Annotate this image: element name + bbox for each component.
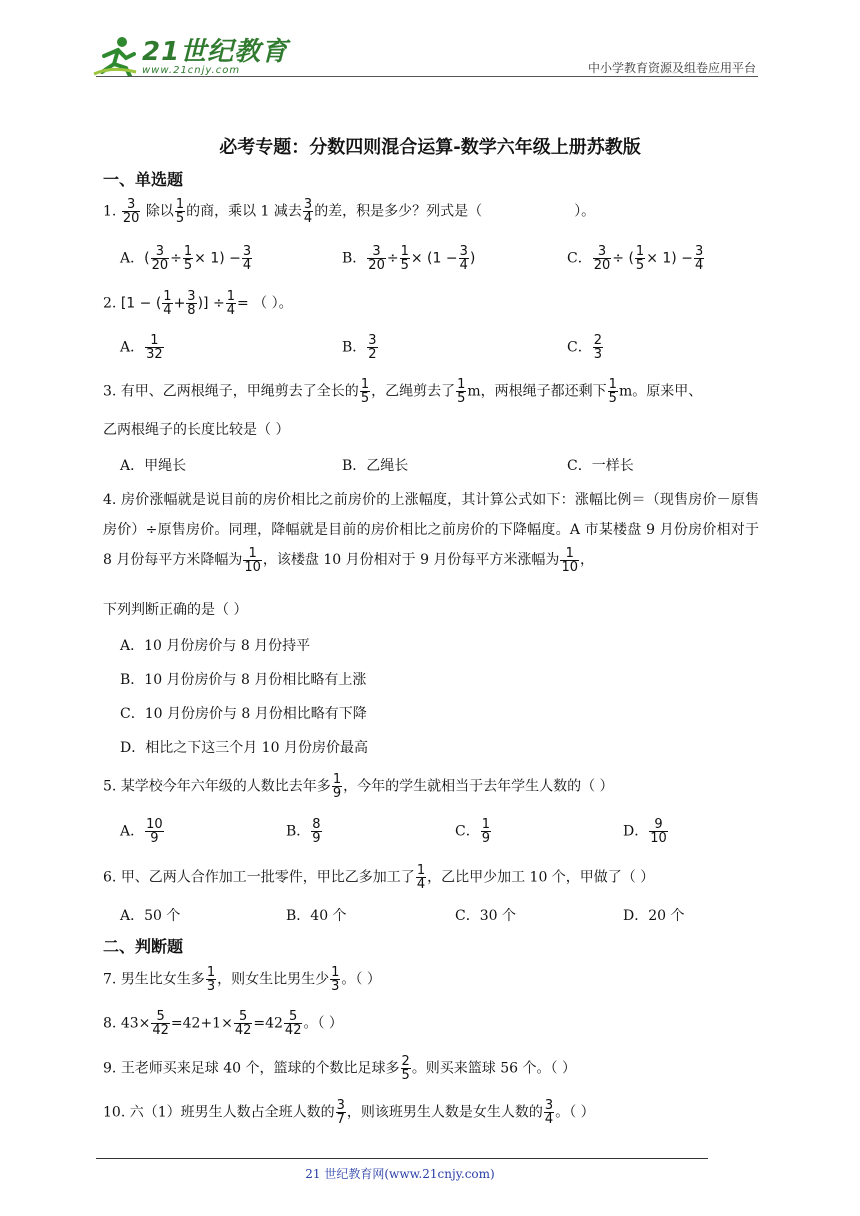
question-4-line4: 下列判断正确的是（ ） [103,602,248,618]
q2-option-a[interactable]: A． $\frac{1}{32}$ [120,333,163,362]
q6-option-b[interactable]: B．40 个 [286,908,347,924]
question-6: 6. 甲、乙两人合作加工一批零件，甲比乙多加工了 $\frac{1}{4}$ ，乙比甲少加工 10 个，甲做了（ ） [103,863,655,892]
question-9: 9. 王老师买来足球 40 个，篮球的个数比足球多 $\frac{2}{5}$ 。则买来篮球 56 个。（ ） [103,1054,576,1083]
q4-option-d[interactable]: D．相比之下这三个月 10 月份房价最高 [120,740,368,756]
question-7: 7. 男生比女生多 $\frac{1}{3}$ ，则女生比男生少 $\frac{1}{3}$ 。（ ） [103,965,381,994]
q2-option-c[interactable]: C． $\frac{2}{3}$ [567,333,602,362]
section-judgement: 二、判断题 [103,937,184,956]
q5-option-c[interactable]: C． $\frac{1}{9}$ [455,817,490,846]
q6-option-a[interactable]: A．50 个 [120,908,181,924]
q5-option-d[interactable]: D． $\frac{9}{10}$ [623,817,667,846]
footer-divider [96,1158,708,1159]
page-title: 必考专题：分数四则混合运算-数学六年级上册苏教版 [219,137,641,158]
q1-option-a[interactable]: A．( $\frac{3}{20}$ ÷ $\frac{1}{5}$ × 1) − $\frac{3}{4}$ [120,244,252,273]
q6-option-c[interactable]: C．30 个 [455,908,516,924]
section-single-choice: 一、单选题 [103,170,184,189]
q1-option-c[interactable]: C． $\frac{3}{20}$ ÷ ( $\frac{1}{5}$ × 1) − $\frac{3}{4}$ [567,244,704,273]
q3-option-b[interactable]: B．乙绳长 [342,458,409,474]
q6-option-d[interactable]: D．20 个 [623,908,685,924]
footer-text[interactable]: 21 世纪教育网(www.21cnjy.com) [305,1167,495,1181]
question-1: 1. $\frac{3}{20}$ 除以 $\frac{1}{5}$ 的商，乘以 1 减去 $\frac{3}{4}$ 的差，积是多少？列式是（ ）。 [103,197,596,226]
q5-option-b[interactable]: B． $\frac{8}{9}$ [286,817,321,846]
q4-option-a[interactable]: A．10 月份房价与 8 月份持平 [120,638,311,654]
header-divider [96,76,758,77]
q3-option-c[interactable]: C．一样长 [567,458,634,474]
q4-option-b[interactable]: B．10 月份房价与 8 月份相比略有上涨 [120,672,367,688]
question-3: 3. 有甲、乙两根绳子，甲绳剪去了全长的 $\frac{1}{5}$ ，乙绳剪去了 $\frac{1}{5}$ m，两根绳子都还剩下 $\frac{1}{5}$ m。原来甲、 [103,377,703,406]
question-5: 5. 某学校今年六年级的人数比去年多 $\frac{1}{9}$ ，今年的学生就相当于去年学生人数的（ ） [103,772,614,801]
q2-option-b[interactable]: B． $\frac{3}{2}$ [342,333,377,362]
logo-text: 21世纪教育 [142,37,289,67]
runner-logo-icon [92,36,138,76]
q3-option-a[interactable]: A．甲绳长 [120,458,187,474]
question-4: 4. 房价涨幅就是说目前的房价相比之前房价的上涨幅度，其计算公式如下：涨幅比例＝（现售房价－原售房价）÷原售房价。同理，降幅就是目前的房价相比之前房价的下降幅度。A 市某楼盘 9 月份房价相对于 8 月份每平方米降幅为 $\frac{1}{10}$ ，该楼盘 10 月份相对于 9 月份每平方米涨幅为 $\frac{1}{10}$ ， [103,492,760,575]
question-10: 10. 六（1）班男生人数占全班人数的 $\frac{3}{7}$ ，则该班男生人数是女生人数的 $\frac{3}{4}$ 。（ ） [103,1098,595,1127]
q1-option-b[interactable]: B． $\frac{3}{20}$ ÷ $\frac{1}{5}$ × (1 − $\frac{3}{4}$ ) [342,244,476,273]
platform-name: 中小学教育资源及组卷应用平台 [587,61,756,75]
logo-url: www.21cnjy.com [142,65,241,76]
site-logo [92,36,288,76]
question-8: 8. 43× $\frac{5}{42}$ =42+1× $\frac{5}{42}$ =42 $\frac{5}{42}$ 。（ ） [103,1009,343,1038]
question-2: 2. [1 − ( $\frac{1}{4}$ + $\frac{3}{8}$ )] ÷ $\frac{1}{4}$ = （ ）。 [103,289,293,318]
question-3-line2: 乙两根绳子的长度比较是（ ） [103,422,290,438]
q5-option-a[interactable]: A． $\frac{10}{9}$ [120,817,163,846]
q4-option-c[interactable]: C．10 月份房价与 8 月份相比略有下降 [120,706,367,722]
